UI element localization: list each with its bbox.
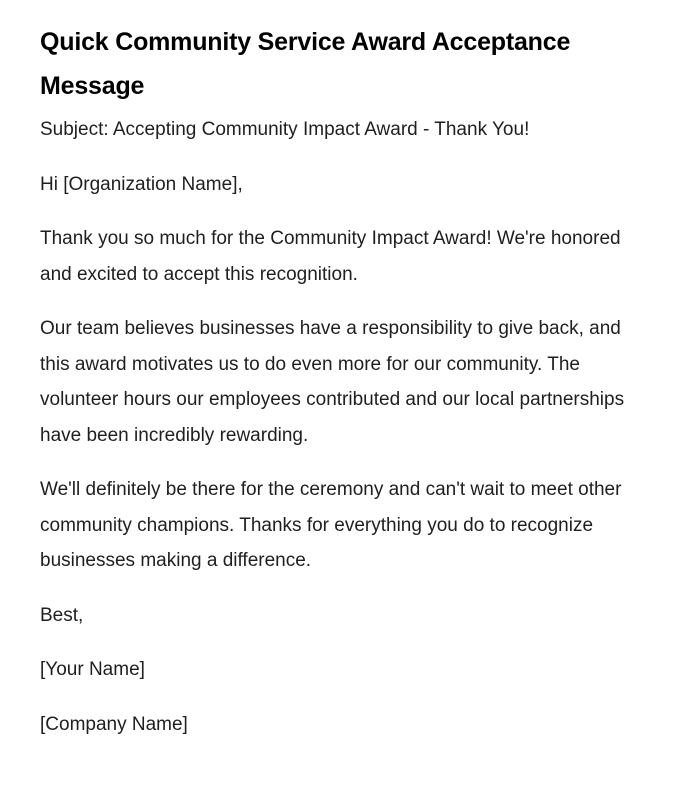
closing: Best, [40, 604, 84, 626]
paragraph-thanks: Thank you so much for the Community Impact Award! We're honored and excited to accept this recognition. [40, 228, 621, 285]
paragraph-mission: Our team believes businesses have a responsibility to give back, and this award motivates us to do even more for our community. The volunteer hours our employees contributed and our local partnerships have been incredibly rewarding. [40, 318, 625, 446]
message-body [40, 112, 640, 742]
signature-company: [Company Name] [40, 713, 188, 735]
greeting: Hi [Organization Name], [40, 173, 243, 195]
subject-line: Subject: Accepting Community Impact Award - Thank You! [40, 119, 530, 140]
signature-name: [Your Name] [40, 659, 145, 680]
page-title: Quick Community Service Award Acceptance Message [40, 28, 571, 100]
paragraph-ceremony: We'll definitely be there for the ceremony and can't wait to meet other community champions. Thanks for everything you do to recognize businesses making a difference. [40, 479, 622, 571]
